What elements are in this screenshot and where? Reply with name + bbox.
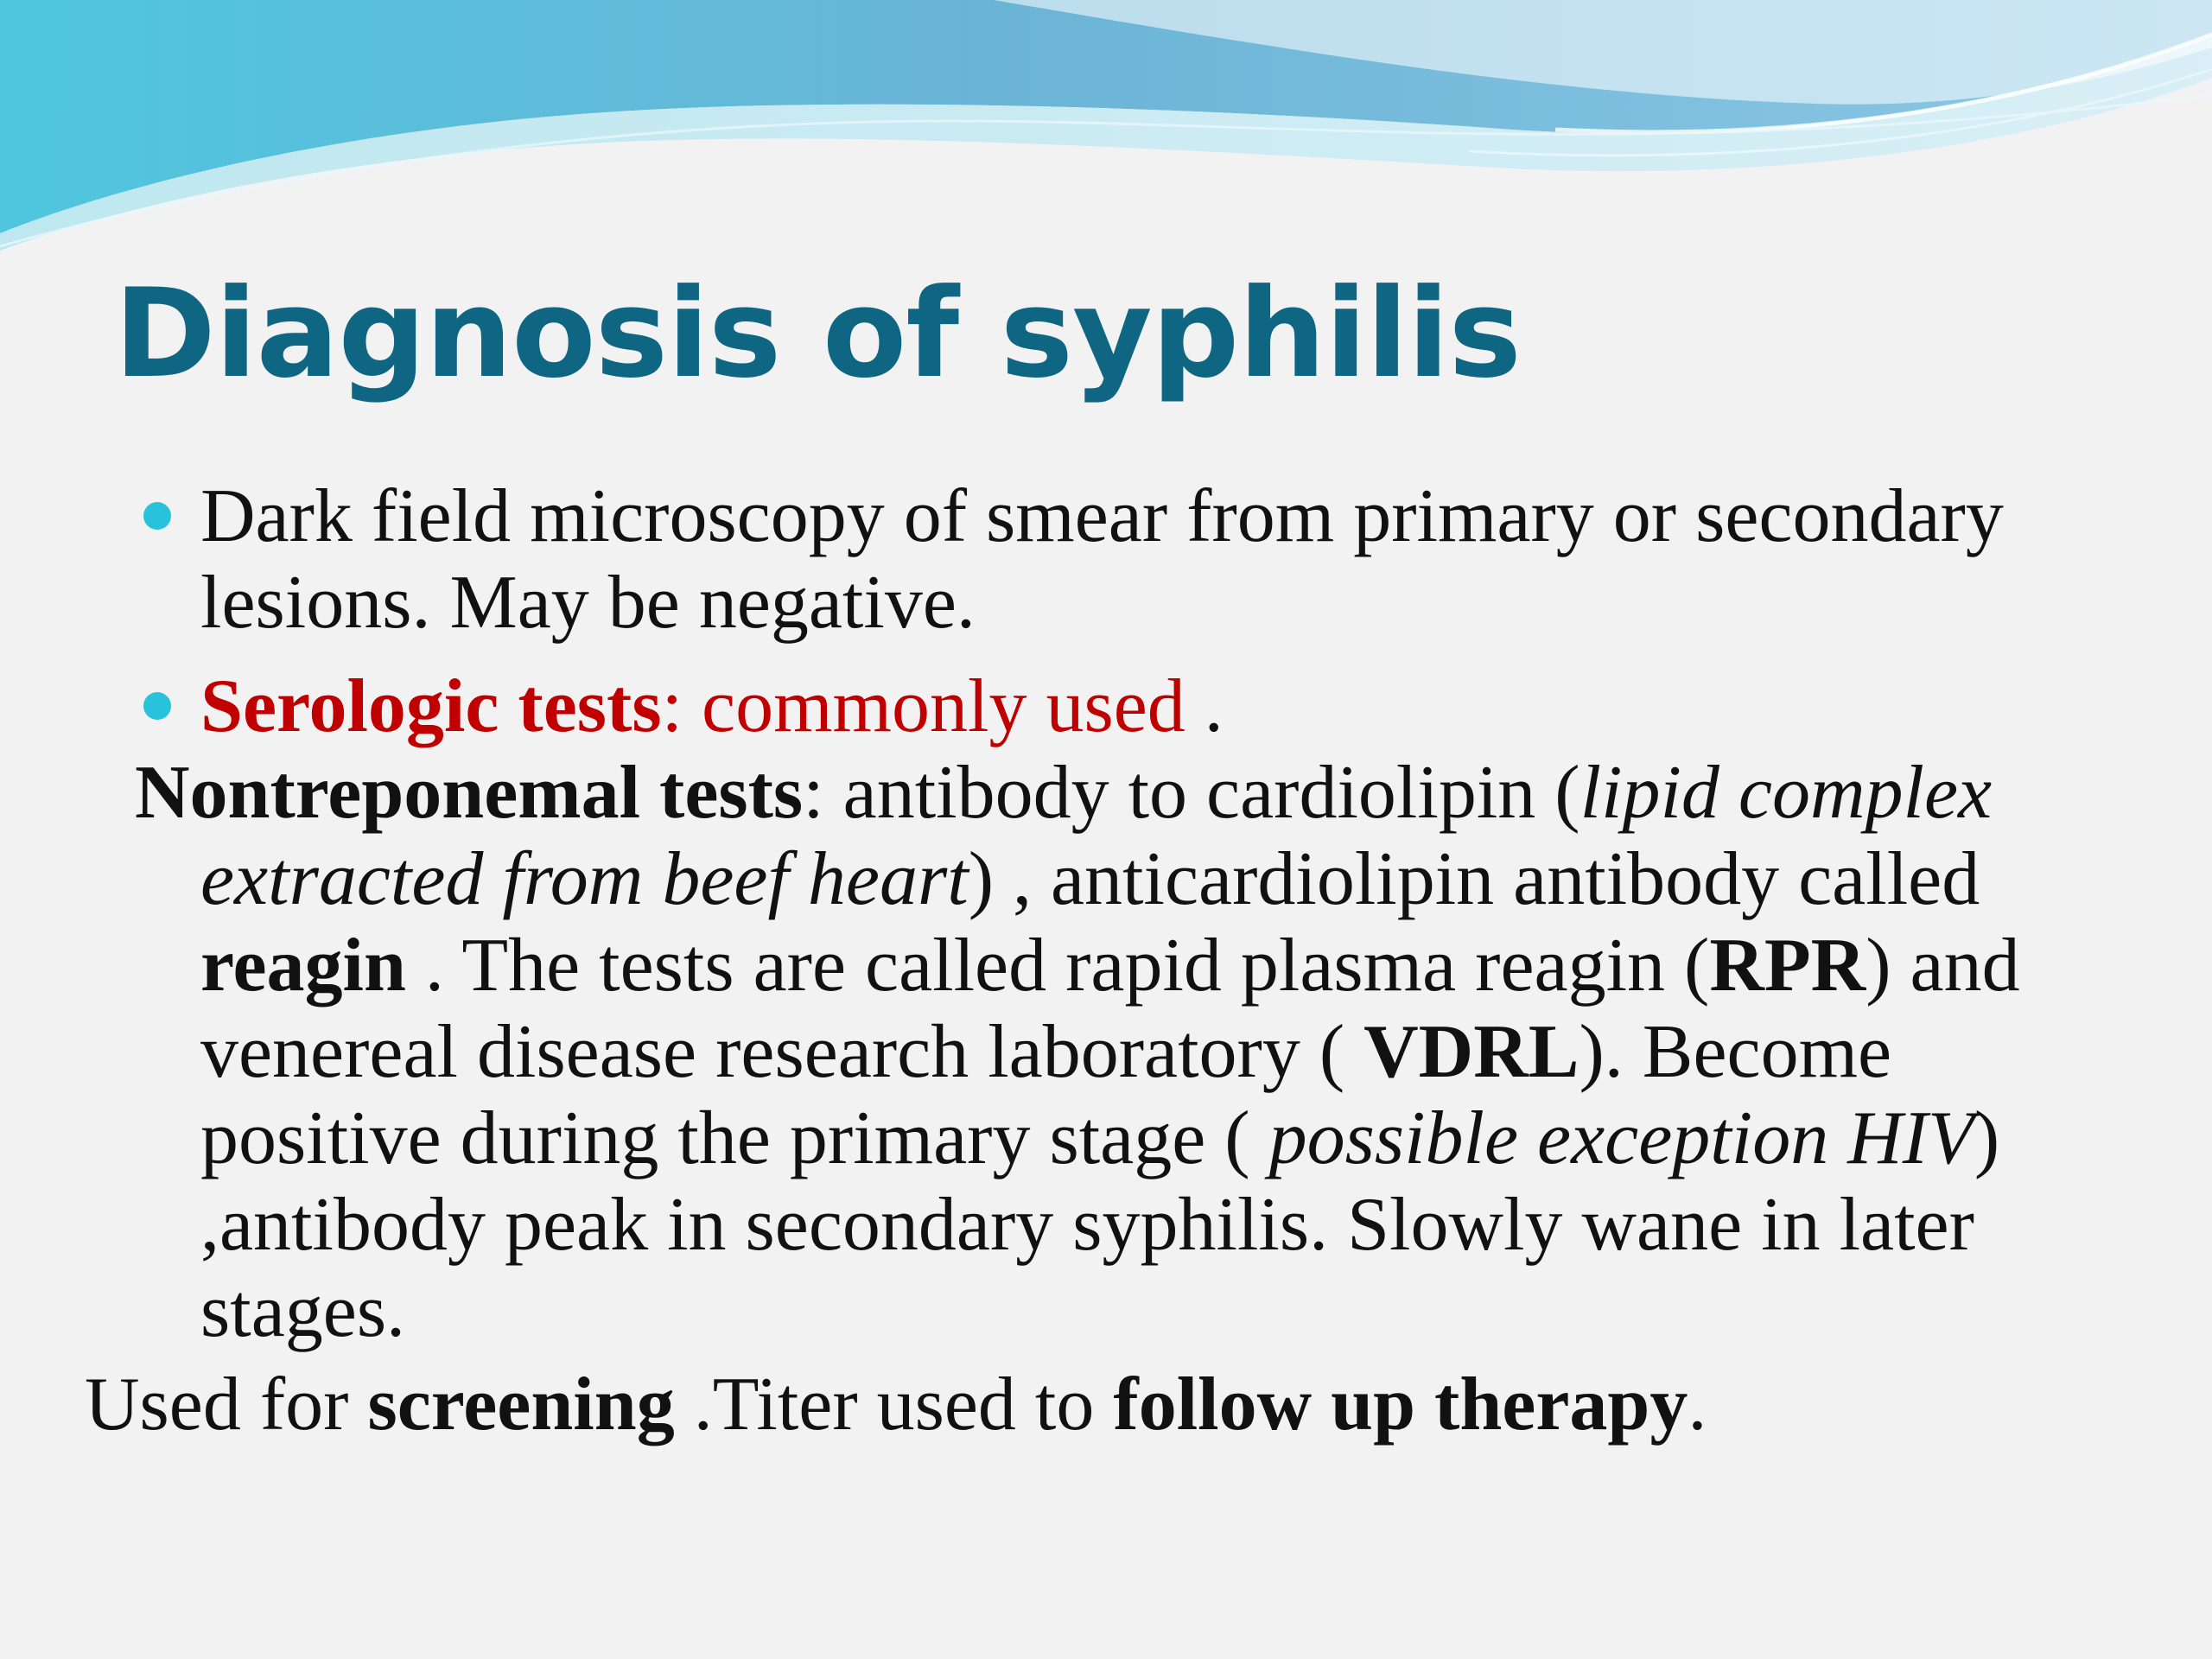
bullet-dark-field <box>130 474 2117 646</box>
usage-paragraph <box>85 1362 2117 1448</box>
text-run: . The tests are called rapid plasma reagin ( <box>405 924 1710 1007</box>
serologic-trail: . <box>1185 664 1224 748</box>
text-run: : antibody to cardiolipin ( <box>803 751 1580 835</box>
text-run: ) and venereal disease research laboratory ( <box>200 924 2020 1094</box>
bullet-icon <box>143 502 171 530</box>
text-run: Used for <box>85 1363 368 1446</box>
serologic-heading: Serologic tests <box>200 664 662 748</box>
nontreponemal-heading: Nontreponemal tests <box>135 751 804 835</box>
term-vdrl: VDRL <box>1363 1010 1580 1094</box>
text-run: ) , anticardiolipin antibody called <box>968 837 1980 921</box>
text-run: ). Become positive during the primary stage ( <box>200 1010 1892 1180</box>
bullet-serologic <box>130 664 2117 750</box>
slide-body <box>85 474 2117 1448</box>
bullet-icon <box>143 692 171 720</box>
text-run-italic: possible exception HIV <box>1268 1096 1974 1180</box>
text-run: ) ,antibody peak in secondary syphilis. Slowly wane in later stages. <box>200 1096 2000 1353</box>
bullet-text: Dark field microscopy of smear from primary or secondary lesions. May be negative. <box>200 474 2004 645</box>
text-run-italic: lipid complex extracted from beef heart <box>200 751 1993 921</box>
term-screening: screening <box>367 1363 675 1446</box>
slide-title: Diagnosis of syphilis <box>114 263 1521 405</box>
wave-header-decoration <box>0 0 2212 259</box>
text-run: .Titer used to <box>674 1363 1114 1446</box>
term-rpr: RPR <box>1709 924 1866 1007</box>
serologic-colon: : <box>661 664 683 748</box>
term-follow-up-therapy: follow up therapy <box>1113 1363 1688 1446</box>
text-run: . <box>1688 1363 1707 1446</box>
term-reagin: reagin <box>200 924 406 1007</box>
nontreponemal-paragraph <box>135 750 2117 1355</box>
serologic-note: commonly used <box>683 664 1185 748</box>
